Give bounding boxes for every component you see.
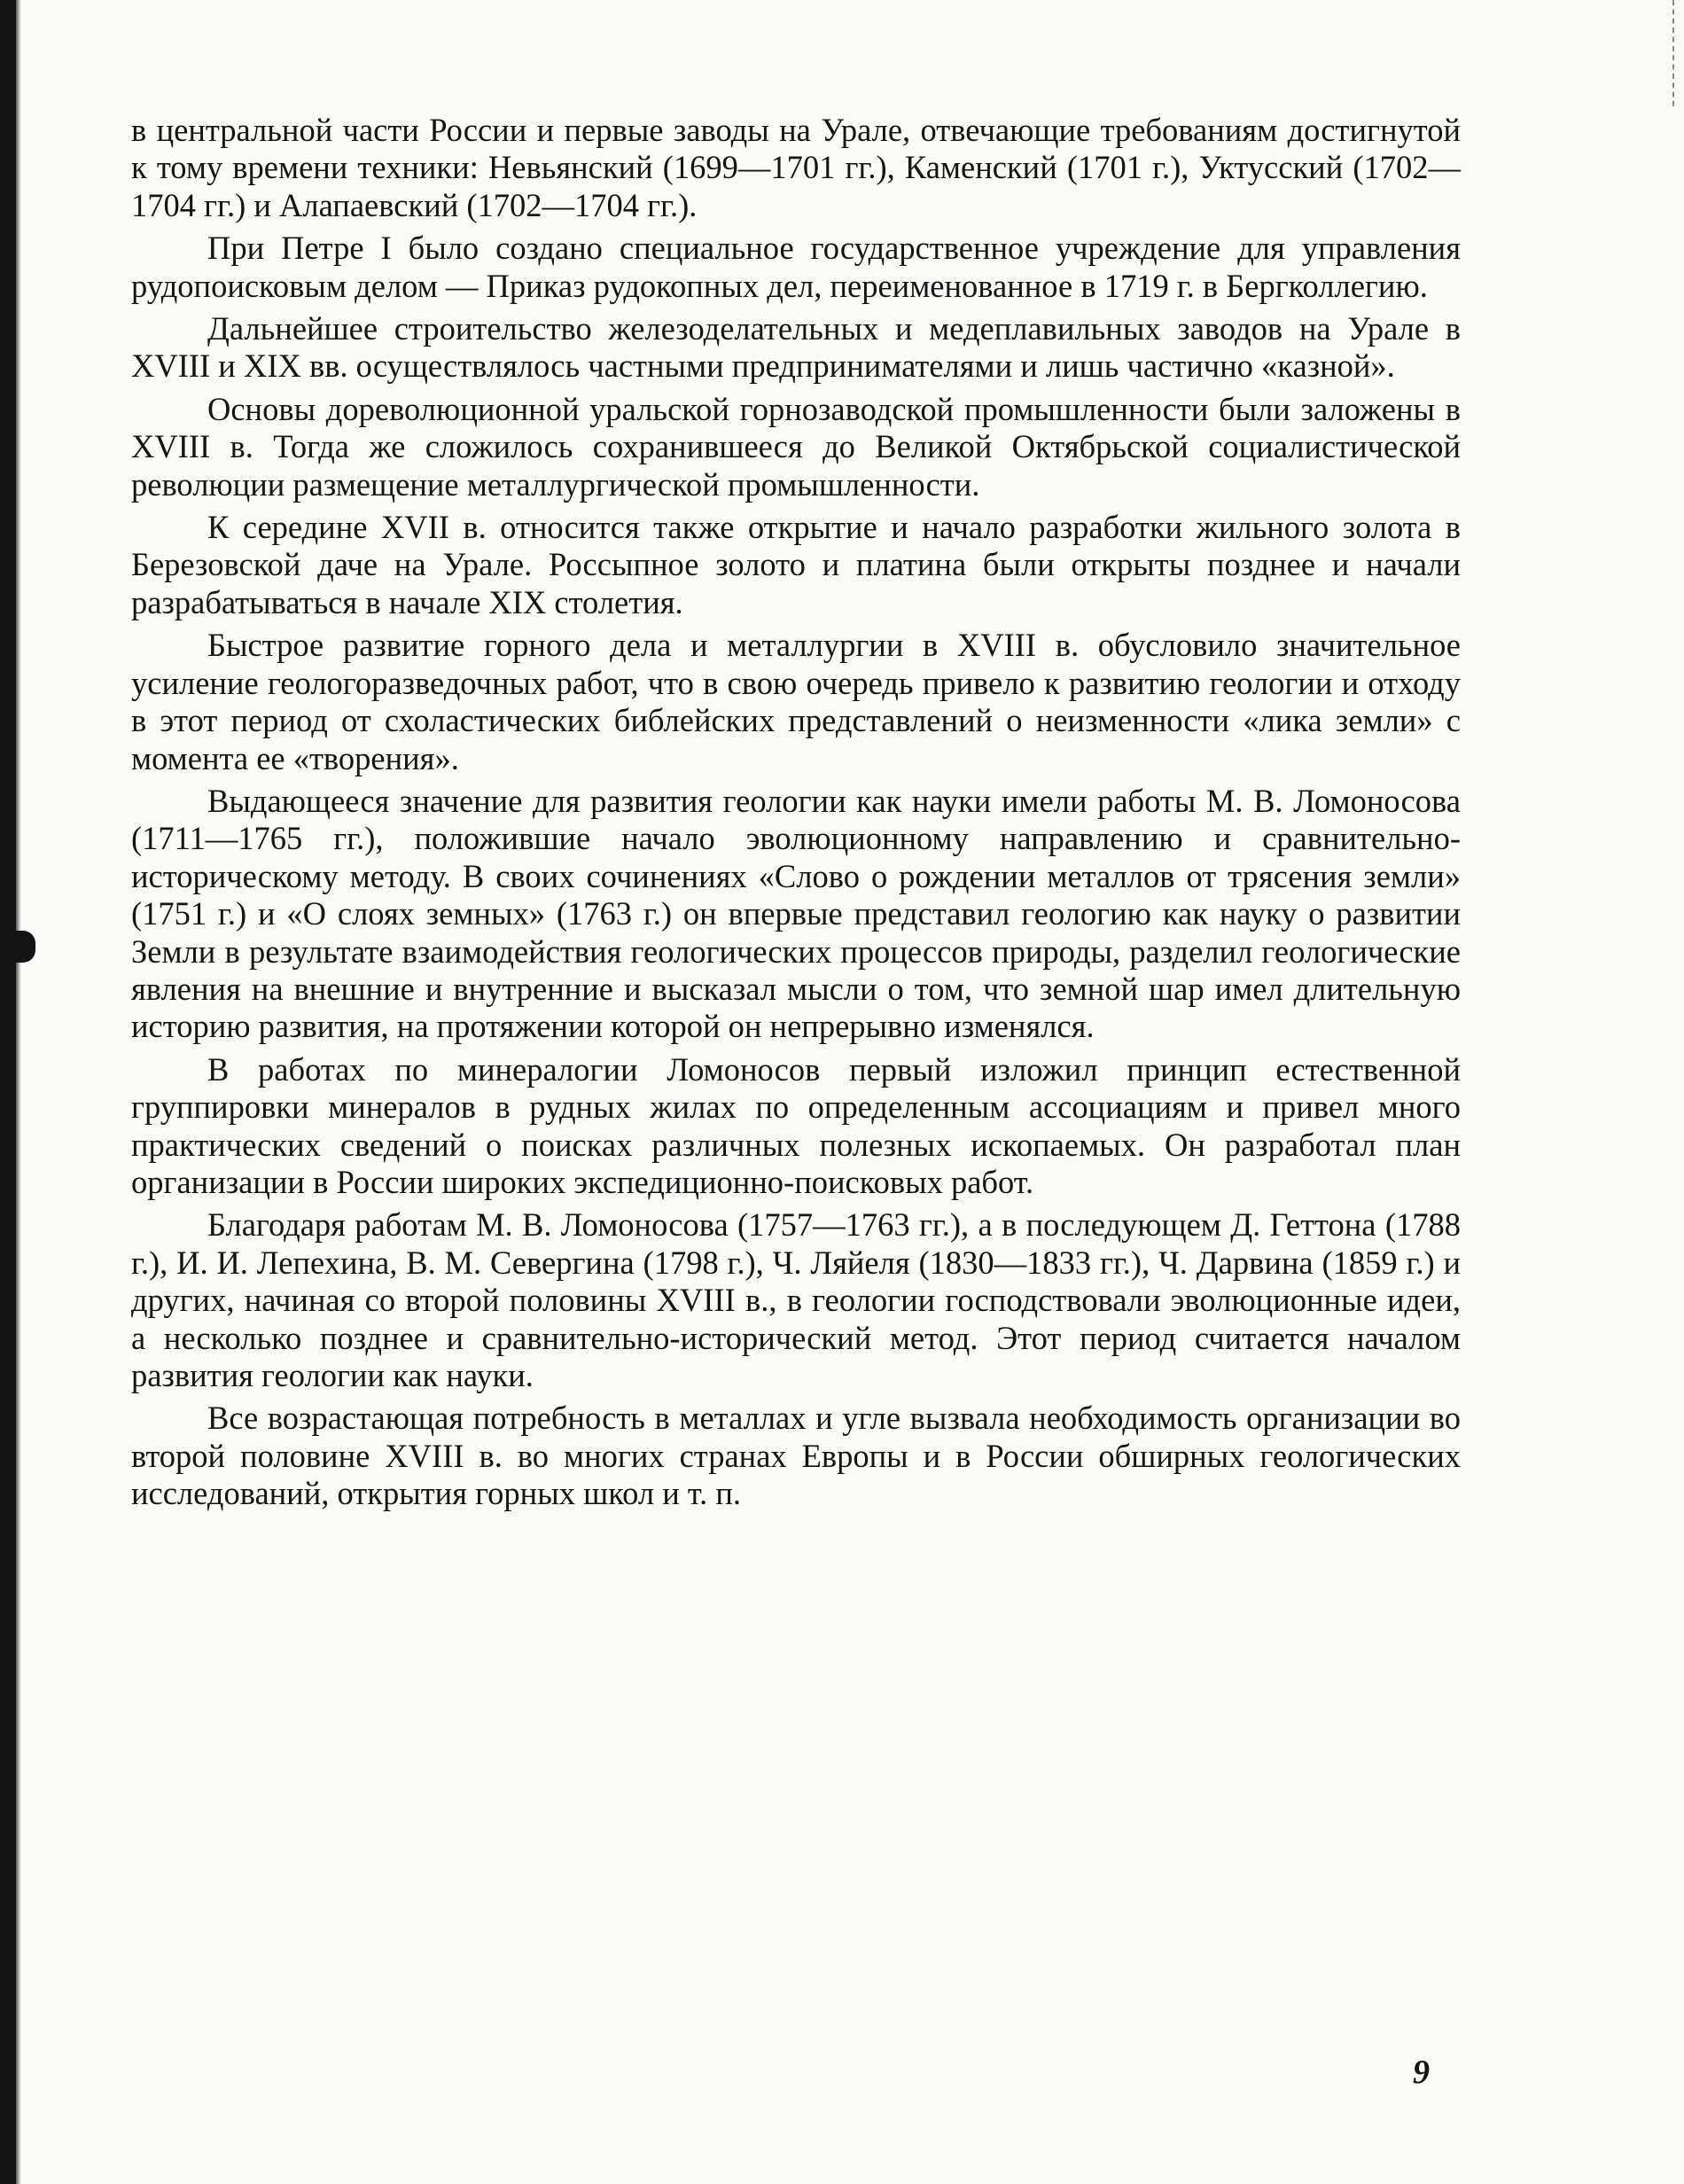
body-text <box>131 112 1461 1518</box>
paragraph-1: в центральной части России и первые заводы на Урале, отвечающие требованиям достигнутой к тому времени техники: Невьянский (1699—1701 гг.), Каменский (1701 г.), Уктусский (1702—1704 гг.) и Алапаевский (1702—1704 гг.). <box>131 112 1461 223</box>
page-number: 9 <box>1413 2054 1430 2091</box>
scan-notch <box>11 931 35 963</box>
paragraph-9: Благодаря работам М. В. Ломоносова (1757—1763 гг.), а в последующем Д. Геттона (1788 г.), И. И. Лепехина, В. М. Севергина (1798 г.), Ч. Ляйеля (1830—1833 гг.), Ч. Дарвина (1859 г.) и других, начиная со второй половины XVIII в., в геологии господствовали эволюционные идеи, а несколько позднее и сравнительно-исторический метод. Этот период считается началом развития геологии как науки. <box>131 1206 1461 1393</box>
paragraph-6: Быстрое развитие горного дела и металлургии в XVIII в. обусловило значительное усиление геологоразведочных работ, что в свою очередь привело к развитию геологии и отходу в этот период от схоластических библейских представлений о неизменности «лика земли» с момента ее «творения». <box>131 627 1461 776</box>
scan-edge-right <box>1672 0 1677 106</box>
paragraph-8: В работах по минералогии Ломоносов первый изложил принцип естественной группировки минералов в рудных жилах по определенным ассоциациям и привел много практических сведений о поисках различных полезных ископаемых. Он разработал план организации в России широких экспедиционно-поисковых работ. <box>131 1050 1461 1200</box>
paragraph-4: Основы дореволюционной уральской горнозаводской промышленности были заложены в XVIII в. Тогда же сложилось сохранившееся до Великой Октябрьской социалистической революции размещение металлургической промышленности. <box>131 390 1461 503</box>
paragraph-7: Выдающееся значение для развития геологии как науки имели работы М. В. Ломоносова (1711—1765 гг.), положившие начало эволюционному направлению и сравнительно-историческому методу. В своих сочинениях «Слово о рождении металлов от трясения земли» (1751 г.) и «О слоях земных» (1763 г.) он впервые представил геологию как науку о развитии Земли в результате взаимодействия геологических процессов природы, разделил геологические явления на внешние и внутренние и высказал мысли о том, что земной шар имел длительную историю развития, на протяжении которой он непрерывно изменялся. <box>131 782 1461 1045</box>
scan-shadow-left <box>0 0 16 2184</box>
paragraph-2: При Петре I было создано специальное государственное учреждение для управления рудопоисковым делом — Приказ рудокопных дел, переименованное в 1719 г. в Бергколлегию. <box>131 230 1461 304</box>
paragraph-10: Все возрастающая потребность в металлах и угле вызвала необходимость организации во второй половине XVIII в. во многих странах Европы и в России обширных геологических исследований, открытия горных школ и т. п. <box>131 1400 1461 1512</box>
paragraph-3: Дальнейшее строительство железоделательных и медеплавильных заводов на Урале в XVIII и XIX вв. осуществлялось частными предпринимателями и лишь частично «казной». <box>131 310 1461 385</box>
paragraph-5: К середине XVII в. относится также открытие и начало разработки жильного золота в Березовской даче на Урале. Россыпное золото и платина были открыты позднее и начали разрабатываться в начале XIX столетия. <box>131 509 1461 620</box>
